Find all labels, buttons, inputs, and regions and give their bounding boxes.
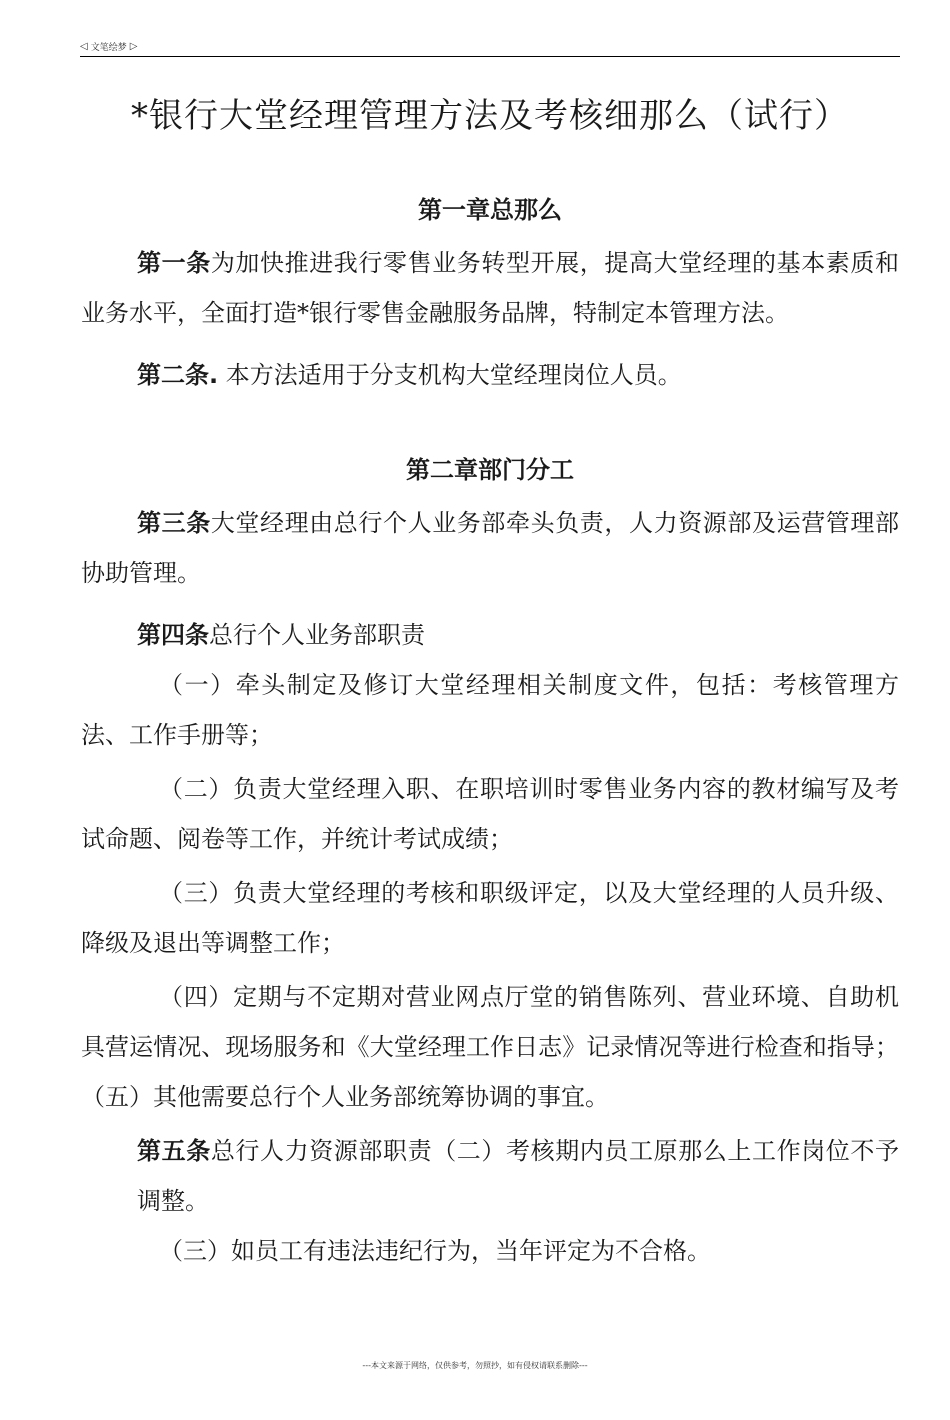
article-5-text: 总行人力资源部职责（二）考核期内员工原那么上工作岗位不予调整。	[137, 1137, 900, 1215]
article-2-text: 本方法适用于分支机构大堂经理岗位人员。	[218, 361, 682, 389]
page-footer: ---本文来源于网络，仅供参考，勿照抄，如有侵权请联系删除---	[362, 1361, 588, 1370]
article-4	[81, 610, 899, 660]
article-4-text: 总行个人业务部职责	[209, 621, 425, 649]
article-2	[81, 350, 899, 400]
article-3-text: 大堂经理由总行个人业务部牵头负责，人力资源部及运营管理部协助管理。	[81, 509, 900, 587]
article-4-item-3: （三）负责大堂经理的考核和职级评定，以及大堂经理的人员升级、降级及退出等调整工作；	[81, 879, 899, 957]
article-5	[81, 1126, 899, 1226]
header-text: 文笔绘梦	[90, 43, 127, 53]
article-3-label: 第三条	[137, 509, 211, 537]
article-5-label: 第五条	[137, 1137, 211, 1165]
article-1-label: 第一条	[137, 249, 211, 277]
article-1-text: 为加快推进我行零售业务转型开展，提高大堂经理的基本素质和业务水平，全面打造*银行零售金融服务品牌，特制定本管理方法。	[81, 249, 900, 327]
chapter-2-heading: 第二章部门分工	[406, 456, 574, 484]
article-2-label: 第二条.	[137, 361, 219, 389]
left-triangle-icon: ◁	[80, 41, 88, 52]
document-body	[81, 186, 899, 1276]
article-4-item-4: （四）定期与不定期对营业网点厅堂的销售陈列、营业环境、自助机具营运情况、现场服务和《大堂经理工作日志》记录情况等进行检查和指导；（五）其他需要总行个人业务部统筹协调的事宜。	[81, 983, 899, 1111]
document-title: *银行大堂经理管理方法及考核细那么（试行）	[131, 96, 849, 136]
article-4-item-1: （一）牵头制定及修订大堂经理相关制度文件，包括：考核管理方法、工作手册等；	[81, 671, 899, 749]
article-4-label: 第四条	[137, 621, 209, 649]
article-4-item-2: （二）负责大堂经理入职、在职培训时零售业务内容的教材编写及考试命题、阅卷等工作，并统计考试成绩；	[81, 775, 899, 853]
article-5-item-3: （三）如员工有违法违纪行为，当年评定为不合格。	[159, 1237, 711, 1265]
header-divider	[80, 56, 900, 57]
page-header	[80, 40, 900, 56]
article-1	[81, 238, 899, 338]
chapter-1-heading: 第一章总那么	[418, 196, 562, 224]
right-triangle-icon: ▷	[129, 41, 138, 52]
article-3	[81, 498, 899, 598]
